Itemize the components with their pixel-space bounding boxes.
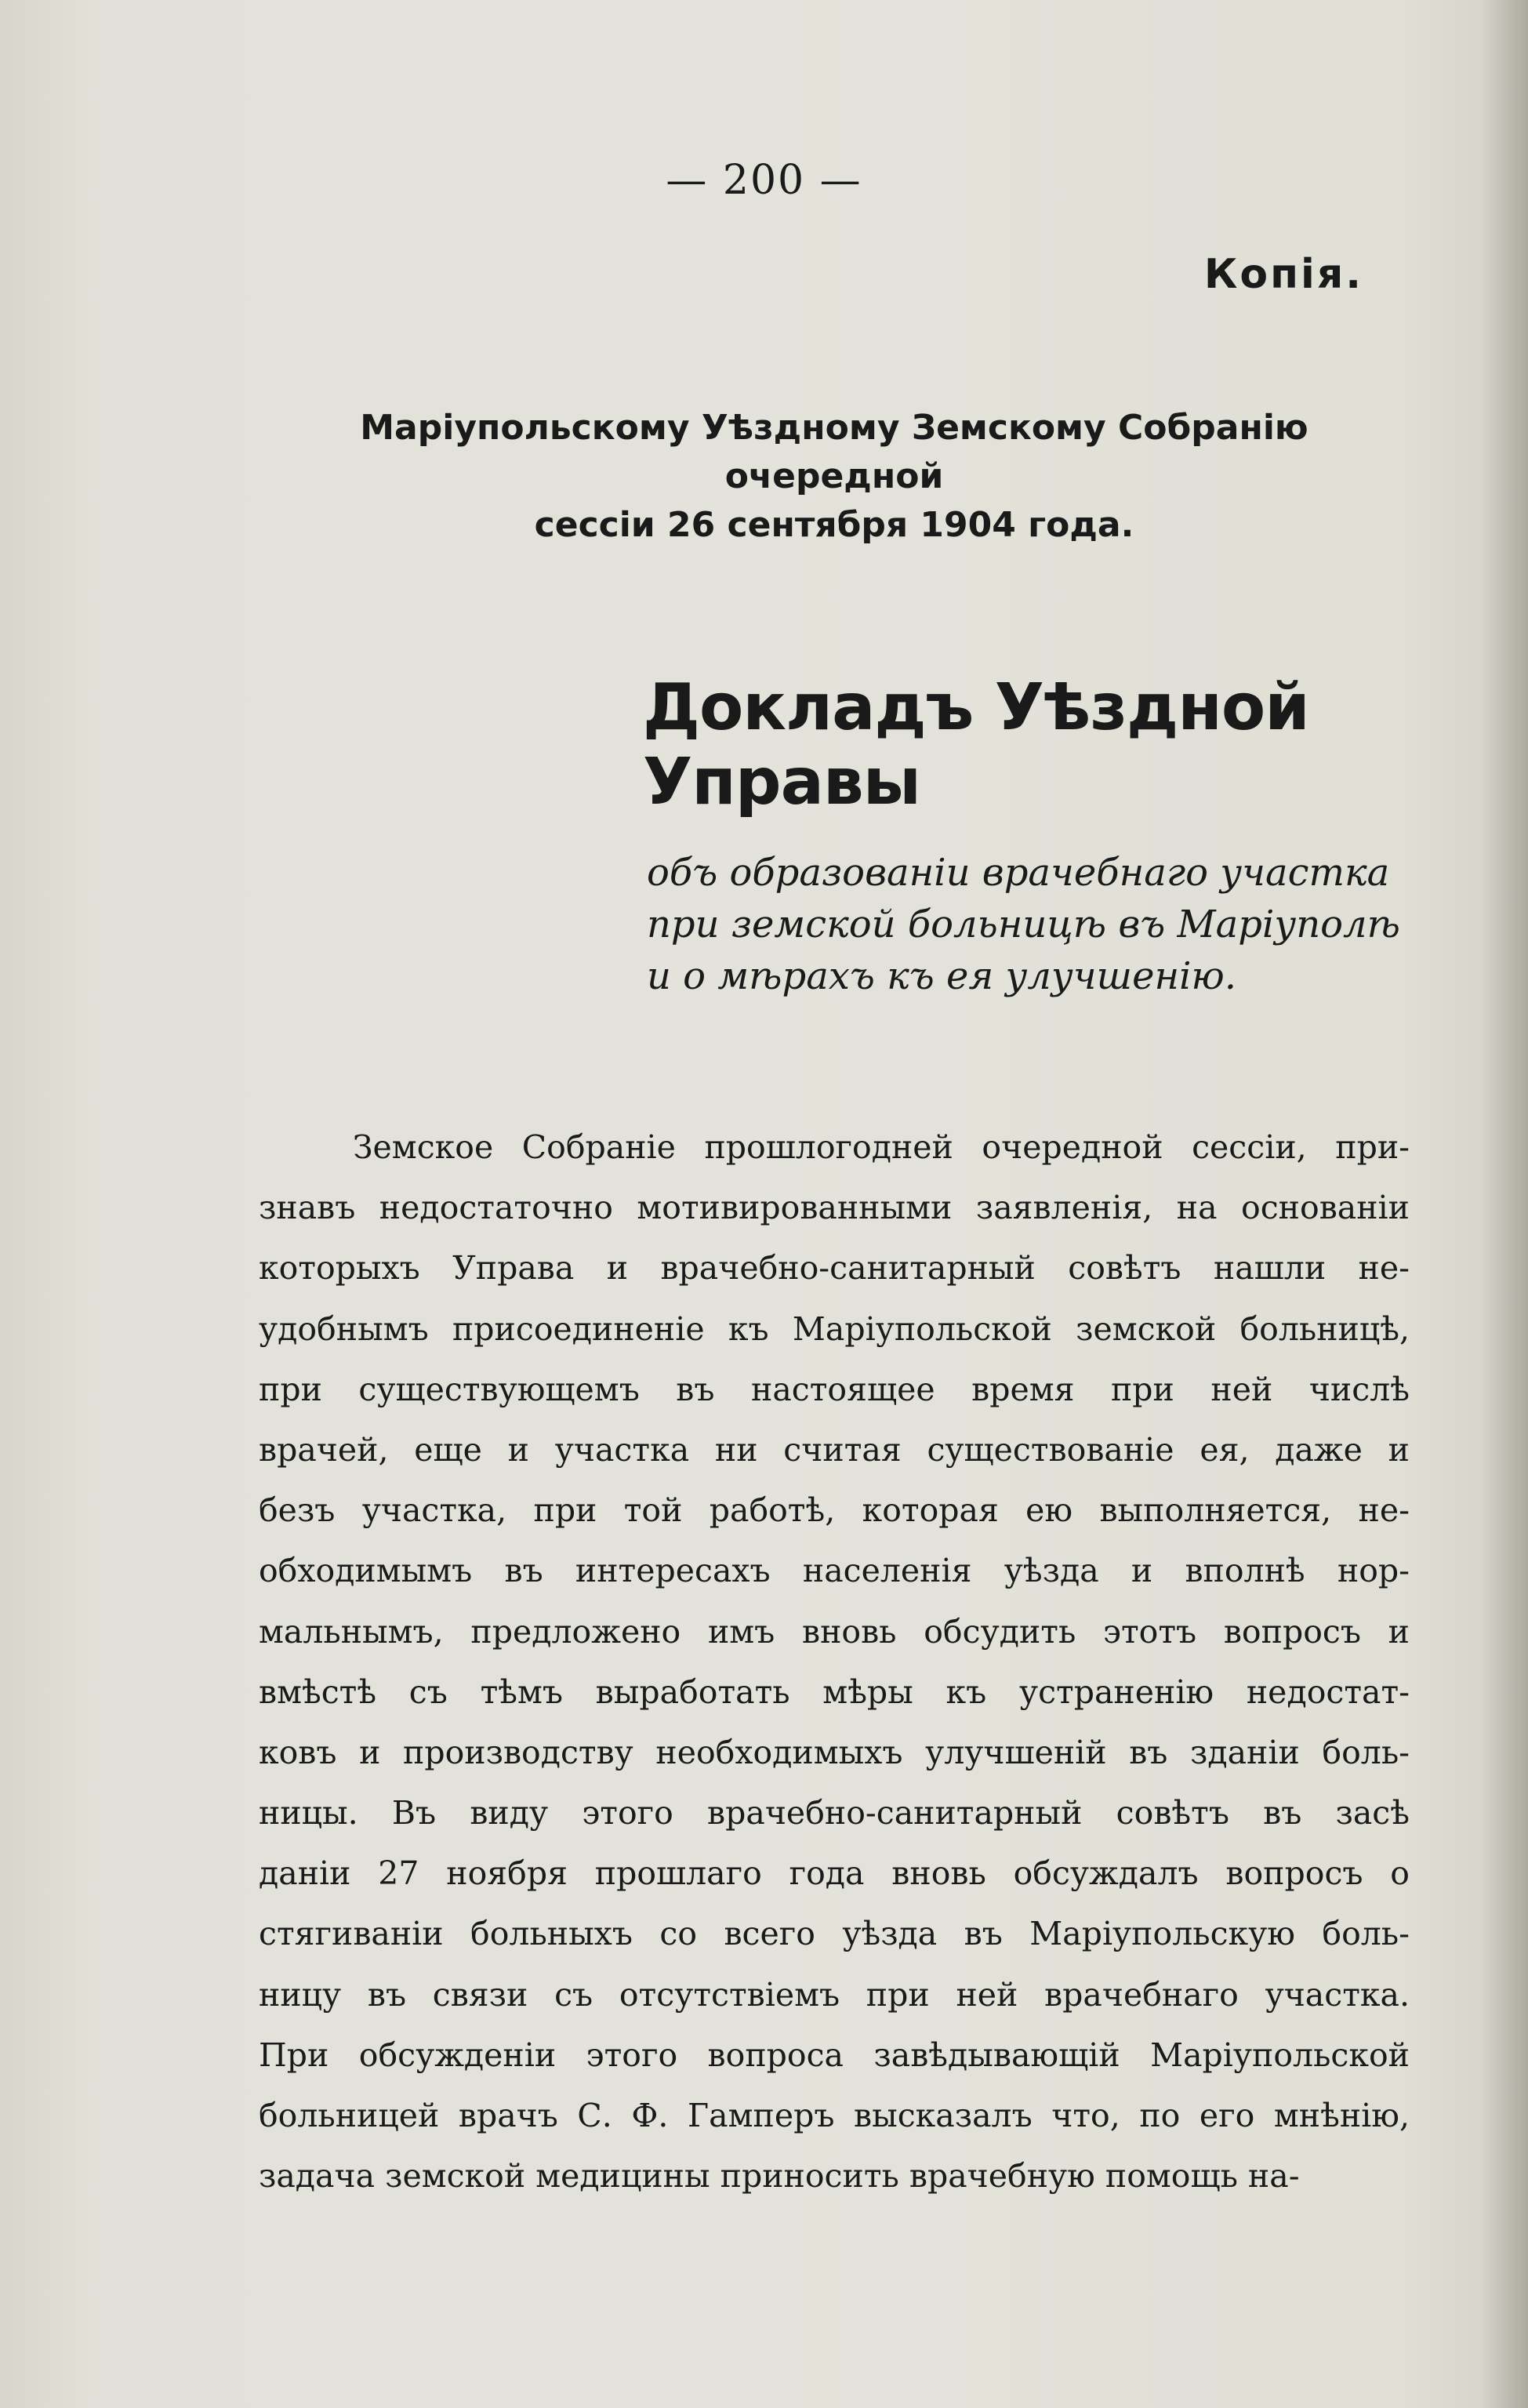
body-line: мальнымъ, предложено имъ вновь обсудить этотъ вопросъ и <box>259 1612 1410 1651</box>
body-line: Земское Собраніе прошлогодней очередной сессіи, при- <box>353 1128 1410 1166</box>
body-line: которыхъ Управа и врачебно-санитарный совѣтъ нашли не- <box>259 1249 1410 1288</box>
report-subtitle <box>647 847 1431 1002</box>
body-line: При обсужденіи этого вопроса завѣдывающій Маріупольской <box>259 2036 1410 2074</box>
body-line: вмѣстѣ съ тѣмъ выработать мѣры къ устраненію недостат- <box>259 1673 1410 1711</box>
body-line: удобнымъ присоединеніе къ Маріупольской земской больницѣ, <box>259 1309 1410 1348</box>
addressee-line: Маріупольскому Уѣздному Земскому Собранію очередной <box>360 408 1308 496</box>
page-edge-shadow <box>1481 0 1528 2408</box>
addressee-heading <box>259 404 1410 550</box>
copy-mark: Копія. <box>1203 251 1363 298</box>
subtitle-line: и о мѣрахъ къ ея улучшенію. <box>647 954 1236 998</box>
subtitle-line: объ образованіи врачебнаго участка <box>647 851 1390 895</box>
body-line: знавъ недостаточно мотивированными заявленія, на основаніи <box>259 1189 1410 1227</box>
body-line: больницей врачъ С. Ф. Гамперъ высказалъ что, по его мнѣнію, <box>259 2097 1410 2134</box>
addressee-line: сессіи 26 сентября 1904 года. <box>534 505 1134 545</box>
body-line: ницу въ связи съ отсутствіемъ при ней врачебнаго участка. <box>259 1975 1410 2014</box>
body-line: даніи 27 ноября прошлаго года вновь обсуждалъ вопросъ о <box>259 1854 1410 1893</box>
body-line: ницы. Въ виду этого врачебно-санитарный совѣтъ въ засѣ <box>259 1794 1410 1832</box>
body-line: стягиваніи больныхъ со всего уѣзда въ Маріупольскую боль- <box>259 1915 1410 1953</box>
body-line: безъ участка, при той работѣ, которая ею выполняется, не- <box>259 1491 1410 1530</box>
body-line: при существующемъ въ настоящее время при ней числѣ <box>259 1370 1410 1408</box>
body-line: врачей, еще и участка ни считая существованіе ея, даже и <box>259 1430 1410 1469</box>
body-paragraph <box>259 1117 1410 2206</box>
page-number: — 200 — <box>666 157 862 204</box>
body-line: задача земской медицины приносить врачебную помощь на- <box>259 2157 1300 2196</box>
body-line: обходимымъ въ интересахъ населенія уѣзда и вполнѣ нор- <box>259 1552 1410 1590</box>
report-title: Докладъ Уѣздной Управы <box>643 670 1309 819</box>
subtitle-line: при земской больницѣ въ Маріуполѣ <box>647 903 1400 946</box>
body-line: ковъ и производству необходимыхъ улучшеній въ зданіи боль- <box>259 1733 1410 1771</box>
